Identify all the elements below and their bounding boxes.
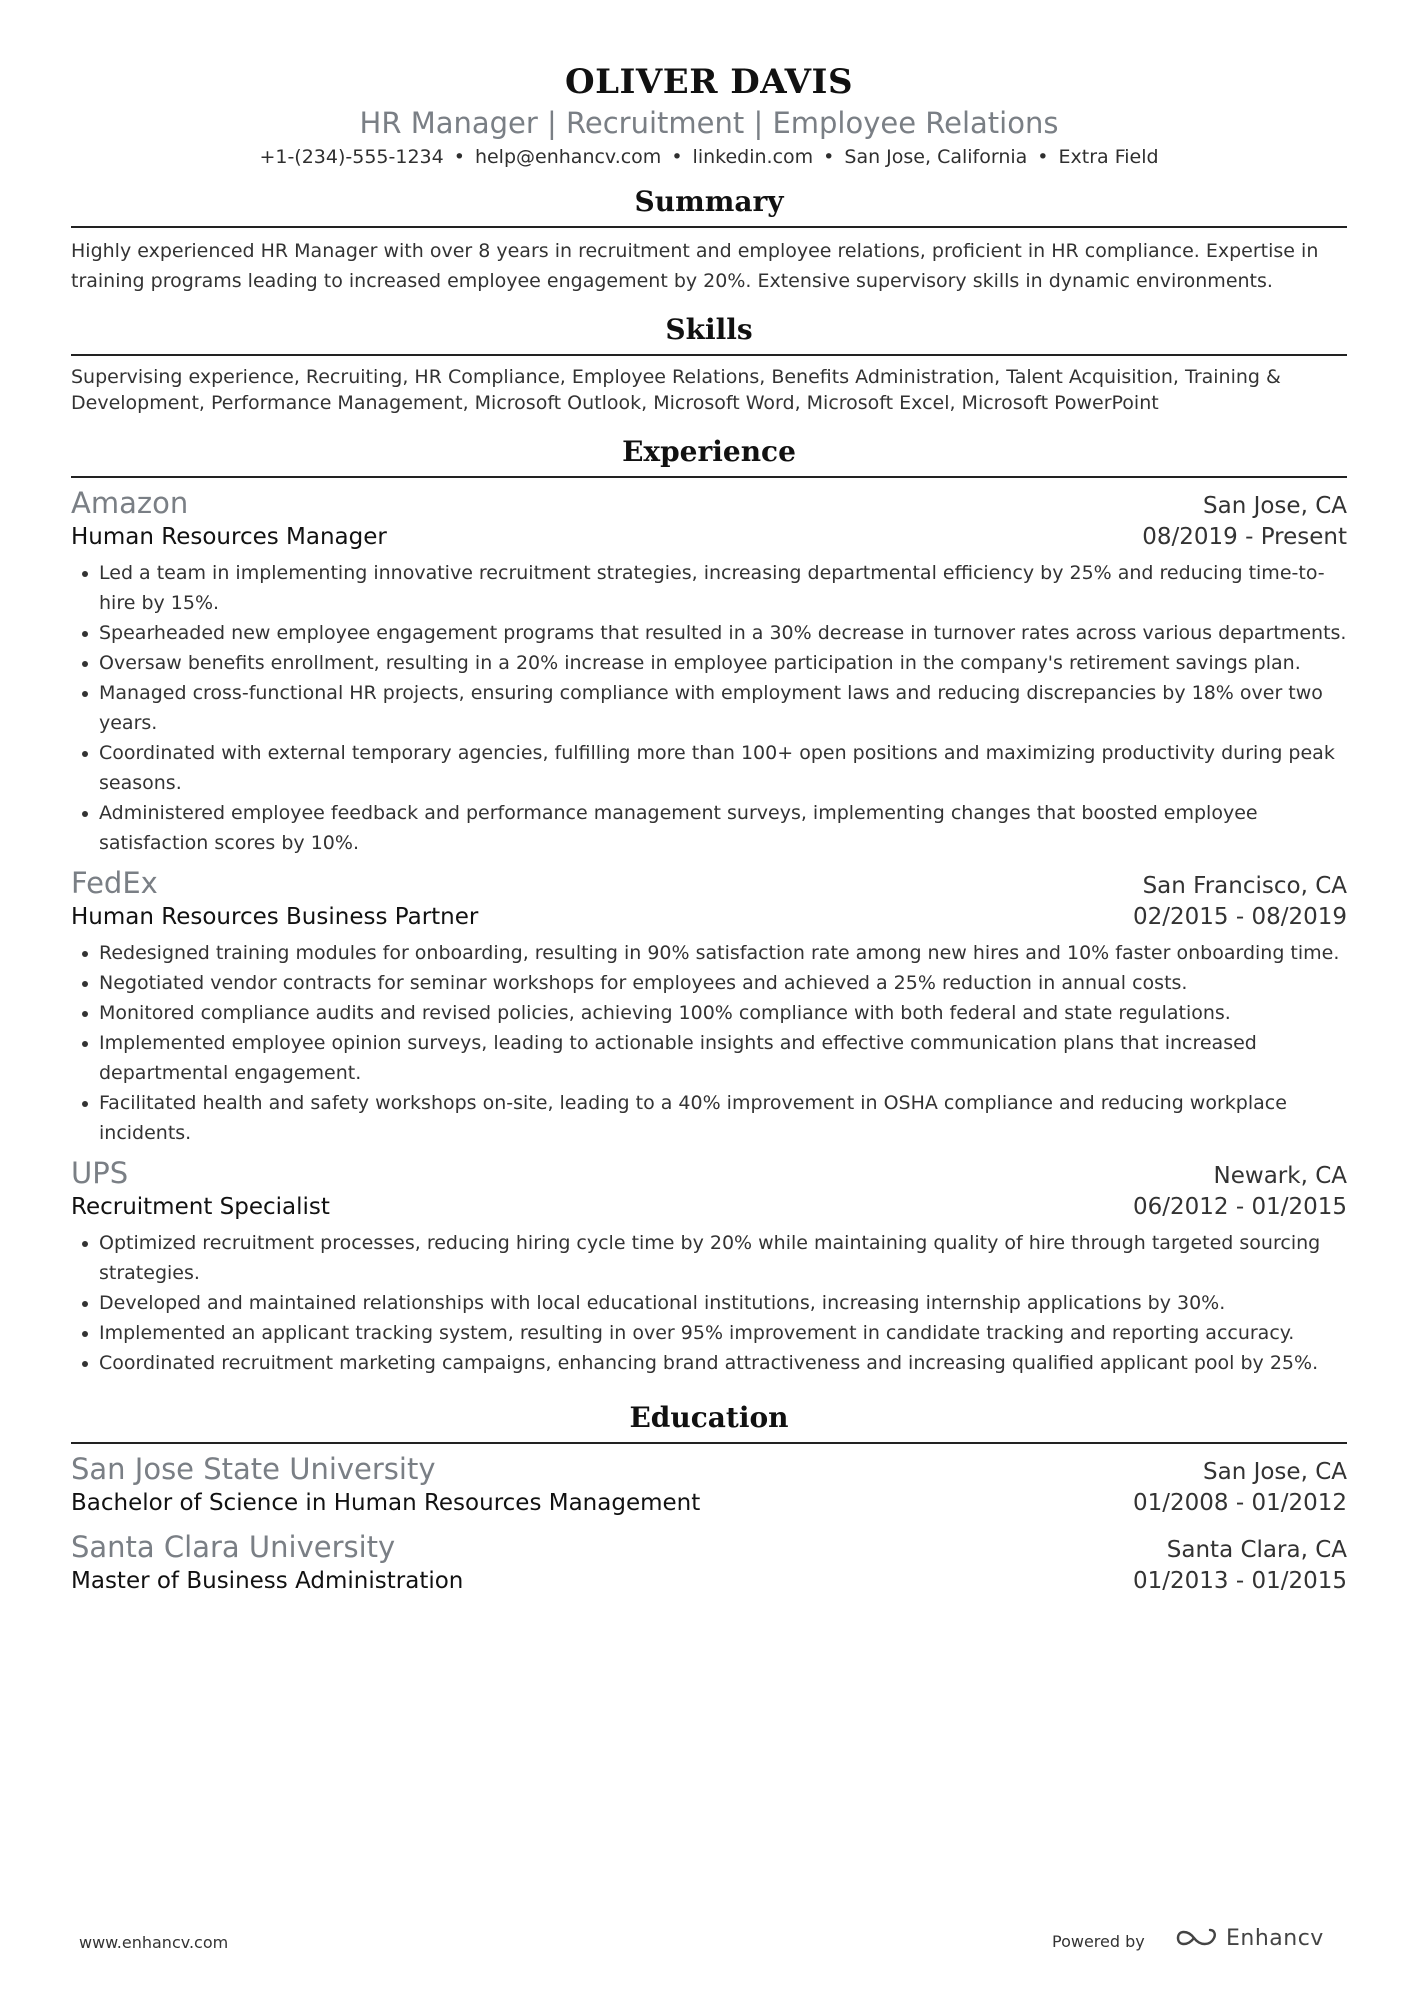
- skills-text: Supervising experience, Recruiting, HR Compliance, Employee Relations, Benefits Administration, Talent Acquisition, Training & Development, Performance Management, Microsoft Outlook, Microsoft Word, Microsoft Excel, Microsoft PowerPoint: [71, 366, 1281, 414]
- experience-section: [71, 434, 1347, 1378]
- experience-role-row: [71, 902, 1347, 932]
- degree-name: Bachelor of Science in Human Resources Management: [71, 1490, 701, 1516]
- enhancv-infinity-icon: [1174, 1925, 1220, 1951]
- experience-header-row: [71, 1154, 1347, 1192]
- list-item: Developed and maintained relationships with local educational institutions, increasing internship applications by 30%.: [71, 1288, 1347, 1318]
- section-title-experience: Experience: [622, 435, 796, 468]
- list-item: Administered employee feedback and performance management surveys, implementing changes that boosted employee satisfaction scores by 10%.: [71, 798, 1347, 858]
- bullet-separator-icon: •: [671, 146, 683, 168]
- company-name: Amazon: [71, 486, 189, 520]
- footer-url[interactable]: www.enhancv.com: [79, 1933, 229, 1952]
- contact-line: [71, 144, 1347, 170]
- list-item: Redesigned training modules for onboarding, resulting in 90% satisfaction rate among new hires and 10% faster onboarding time.: [71, 938, 1347, 968]
- experience-entry: [71, 864, 1347, 1148]
- section-title-education: Education: [629, 1401, 789, 1434]
- list-item: Implemented an applicant tracking system, resulting in over 95% improvement in candidate tracking and reporting accuracy.: [71, 1318, 1347, 1348]
- education-header-row: [71, 1450, 1347, 1488]
- brand-name: Enhancv: [1226, 1925, 1324, 1951]
- job-location: Newark, CA: [1213, 1163, 1347, 1189]
- job-dates: 08/2019 - Present: [1142, 524, 1347, 550]
- job-location: San Francisco, CA: [1142, 873, 1347, 899]
- education-degree-row: [71, 1566, 1347, 1596]
- resume-page: [71, 0, 1347, 1596]
- list-item: Facilitated health and safety workshops on-site, leading to a 40% improvement in OSHA compliance and reducing workplace incidents.: [71, 1088, 1347, 1148]
- job-dates: 02/2015 - 08/2019: [1132, 904, 1347, 930]
- contact-extra-field: Extra Field: [1058, 146, 1159, 168]
- list-item: Spearheaded new employee engagement programs that resulted in a 30% decrease in turnover rates across various departments.: [71, 618, 1347, 648]
- list-item: Managed cross-functional HR projects, ensuring compliance with employment laws and reducing discrepancies by 18% over two years.: [71, 678, 1347, 738]
- education-entry: [71, 1528, 1347, 1596]
- list-item: Monitored compliance audits and revised policies, achieving 100% compliance with both federal and state regulations.: [71, 998, 1347, 1028]
- candidate-name: OLIVER DAVIS: [564, 62, 854, 102]
- section-divider: [71, 354, 1347, 356]
- list-item: Oversaw benefits enrollment, resulting in a 20% increase in employee participation in the company's retirement savings plan.: [71, 648, 1347, 678]
- job-title: Human Resources Manager: [71, 524, 387, 550]
- bullet-separator-icon: •: [453, 146, 465, 168]
- experience-role-row: [71, 522, 1347, 552]
- education-entry: [71, 1450, 1347, 1518]
- education-degree-row: [71, 1488, 1347, 1518]
- education-section: [71, 1400, 1347, 1596]
- section-divider: [71, 226, 1347, 228]
- contact-phone[interactable]: +1-(234)-555-1234: [259, 146, 444, 168]
- enhancv-logo[interactable]: [1174, 1925, 1324, 1951]
- candidate-headline: HR Manager | Recruitment | Employee Relations: [359, 106, 1059, 140]
- degree-name: Master of Business Administration: [71, 1568, 464, 1594]
- job-title: Recruitment Specialist: [71, 1194, 330, 1220]
- section-divider: [71, 476, 1347, 478]
- job-bullets: [71, 558, 1347, 858]
- powered-by-label: Powered by: [1052, 1932, 1145, 1951]
- job-dates: 06/2012 - 01/2015: [1132, 1194, 1347, 1220]
- school-location: Santa Clara, CA: [1166, 1537, 1347, 1563]
- list-item: Led a team in implementing innovative recruitment strategies, increasing departmental efficiency by 25% and reducing time-to-hire by 15%.: [71, 558, 1347, 618]
- bullet-separator-icon: •: [1037, 146, 1049, 168]
- page-footer: [0, 1925, 1410, 1965]
- job-bullets: [71, 1228, 1347, 1378]
- bullet-separator-icon: •: [823, 146, 835, 168]
- section-title-skills: Skills: [665, 313, 753, 346]
- summary-section: [71, 184, 1347, 296]
- company-name: UPS: [71, 1156, 129, 1190]
- section-divider: [71, 1442, 1347, 1444]
- skills-section: [71, 312, 1347, 416]
- experience-role-row: [71, 1192, 1347, 1222]
- list-item: Optimized recruitment processes, reducing hiring cycle time by 20% while maintaining quality of hire through targeted sourcing strategies.: [71, 1228, 1347, 1288]
- list-item: Coordinated with external temporary agencies, fulfilling more than 100+ open positions and maximizing productivity during peak seasons.: [71, 738, 1347, 798]
- summary-text: Highly experienced HR Manager with over 8 years in recruitment and employee relations, proficient in HR compliance. Expertise in training programs leading to increased employee engagement by 20%. Extensive supervisory skills in dynamic environments.: [71, 240, 1319, 292]
- contact-linkedin[interactable]: linkedin.com: [692, 146, 814, 168]
- school-name: Santa Clara University: [71, 1530, 396, 1564]
- list-item: Implemented employee opinion surveys, leading to actionable insights and effective communication plans that increased departmental engagement.: [71, 1028, 1347, 1088]
- experience-entry: [71, 1154, 1347, 1378]
- job-location: San Jose, CA: [1203, 493, 1347, 519]
- school-name: San Jose State University: [71, 1452, 436, 1486]
- job-title: Human Resources Business Partner: [71, 904, 479, 930]
- education-dates: 01/2013 - 01/2015: [1132, 1568, 1347, 1594]
- contact-location: San Jose, California: [844, 146, 1028, 168]
- school-location: San Jose, CA: [1203, 1459, 1347, 1485]
- experience-entry: [71, 484, 1347, 858]
- education-dates: 01/2008 - 01/2012: [1132, 1490, 1347, 1516]
- contact-email[interactable]: help@enhancv.com: [474, 146, 662, 168]
- section-title-summary: Summary: [634, 185, 784, 218]
- job-bullets: [71, 938, 1347, 1148]
- resume-header: [71, 0, 1347, 170]
- education-header-row: [71, 1528, 1347, 1566]
- list-item: Coordinated recruitment marketing campaigns, enhancing brand attractiveness and increasing qualified applicant pool by 25%.: [71, 1348, 1347, 1378]
- company-name: FedEx: [71, 866, 158, 900]
- list-item: Negotiated vendor contracts for seminar workshops for employees and achieved a 25% reduction in annual costs.: [71, 968, 1347, 998]
- experience-header-row: [71, 864, 1347, 902]
- experience-header-row: [71, 484, 1347, 522]
